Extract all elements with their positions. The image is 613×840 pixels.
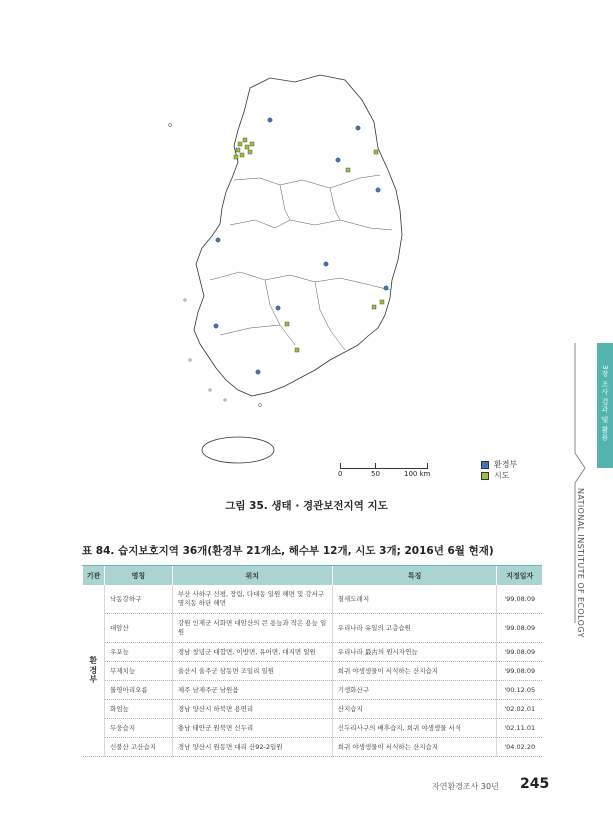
cell-location: 제주 남제주군 남원읍 bbox=[172, 681, 332, 700]
header-location: 위치 bbox=[172, 566, 332, 585]
map-legend bbox=[481, 459, 517, 481]
cell-date: '99.08.09 bbox=[497, 614, 542, 643]
cell-name: 물영아리오름 bbox=[104, 681, 172, 700]
scale-label-100: 100 km bbox=[404, 470, 431, 478]
scale-bar bbox=[338, 459, 438, 481]
cell-name: 두웅습지 bbox=[104, 719, 172, 738]
cell-name: 무제치늪 bbox=[104, 662, 172, 681]
cell-date: '04.02.20 bbox=[497, 738, 542, 757]
cell-location: 충남 태안군 원북면 신두리 bbox=[172, 719, 332, 738]
table-row bbox=[83, 681, 543, 700]
cell-date: '02.02.01 bbox=[497, 700, 542, 719]
cell-feature: 기생화산구 bbox=[332, 681, 497, 700]
cell-feature: 희귀 야생생물이 서식하는 산지습지 bbox=[332, 662, 497, 681]
jeju-island bbox=[202, 437, 274, 463]
legend-swatch-sido bbox=[481, 472, 489, 480]
institute-name: NATIONAL INSTITUTE OF ECOLOGY bbox=[576, 488, 585, 638]
korea-map bbox=[130, 60, 430, 480]
cell-feature: 산지습지 bbox=[332, 700, 497, 719]
table-row bbox=[83, 662, 543, 681]
cell-name: 낙동강하구 bbox=[104, 585, 172, 614]
cell-date: '00.12.05 bbox=[497, 681, 542, 700]
cell-location: 경남 양산시 원동면 대리 산92-2일원 bbox=[172, 738, 332, 757]
table-row bbox=[83, 738, 543, 757]
legend-label-env: 환경부 bbox=[494, 460, 518, 469]
cell-name: 화엄늪 bbox=[104, 700, 172, 719]
chapter-tab-label: 3장 조사 결과 및 활용 bbox=[601, 365, 609, 441]
cell-feature: 희귀 야생생물이 서식하는 산지습지 bbox=[332, 738, 497, 757]
cell-location: 경남 창녕군 대합면, 이방면, 유어면, 대지면 일원 bbox=[172, 643, 332, 662]
cell-date: '02.11.01 bbox=[497, 719, 542, 738]
chapter-tab[interactable] bbox=[597, 343, 613, 468]
cell-feature: 신두리사구의 배후습지, 희귀 야생생물 서식 bbox=[332, 719, 497, 738]
cell-feature: 우리나라 유일의 고층습원 bbox=[332, 614, 497, 643]
page-number: 245 bbox=[520, 776, 550, 792]
cell-date: '99.08.09 bbox=[497, 643, 542, 662]
cell-feature: 철새도래지 bbox=[332, 585, 497, 614]
table-row bbox=[83, 614, 543, 643]
group-label: 환경부 bbox=[89, 656, 98, 685]
scale-label-0: 0 bbox=[338, 470, 343, 478]
header-name: 명칭 bbox=[104, 566, 172, 585]
header-agency: 기관 bbox=[83, 566, 105, 585]
table-row bbox=[83, 585, 543, 614]
table-row bbox=[83, 643, 543, 662]
cell-date: '99.08.09 bbox=[497, 662, 542, 681]
cell-name: 신불산 고산습지 bbox=[104, 738, 172, 757]
table-title: 표 84. 습지보호지역 36개(환경부 21개소, 해수부 12개, 시도 3개; 2016년 6월 현재) bbox=[82, 545, 494, 557]
header-feature: 특징 bbox=[332, 566, 497, 585]
cell-date: '99.08.09 bbox=[497, 585, 542, 614]
scale-label-50: 50 bbox=[371, 470, 380, 478]
cell-name: 우포늪 bbox=[104, 643, 172, 662]
legend-swatch-env bbox=[481, 461, 489, 469]
cell-location: 강원 인제군 서화면 대암산의 큰 용늪과 작은 용늪 일원 bbox=[172, 614, 332, 643]
legend-label-sido: 시도 bbox=[494, 471, 510, 480]
table-row bbox=[83, 700, 543, 719]
table-row bbox=[83, 719, 543, 738]
map-svg bbox=[130, 60, 430, 480]
cell-name: 대암산 bbox=[104, 614, 172, 643]
wetland-table bbox=[82, 566, 542, 757]
cell-feature: 우리나라 最古의 원시자연늪 bbox=[332, 643, 497, 662]
table-header-row bbox=[83, 566, 543, 585]
figure-caption: 그림 35. 생태 · 경관보전지역 지도 bbox=[225, 500, 388, 512]
group-cell bbox=[83, 585, 105, 757]
header-date: 지정일자 bbox=[497, 566, 542, 585]
cell-location: 울산시 울주군 삼동면 조일리 일원 bbox=[172, 662, 332, 681]
cell-location: 경남 양산시 하북면 용연리 bbox=[172, 700, 332, 719]
footer-title: 자연환경조사 30년 bbox=[432, 782, 499, 791]
cell-location: 부산 사하구 신평, 장림, 다대동 일원 해면 및 강서구 명지동 하단 해면 bbox=[172, 585, 332, 614]
